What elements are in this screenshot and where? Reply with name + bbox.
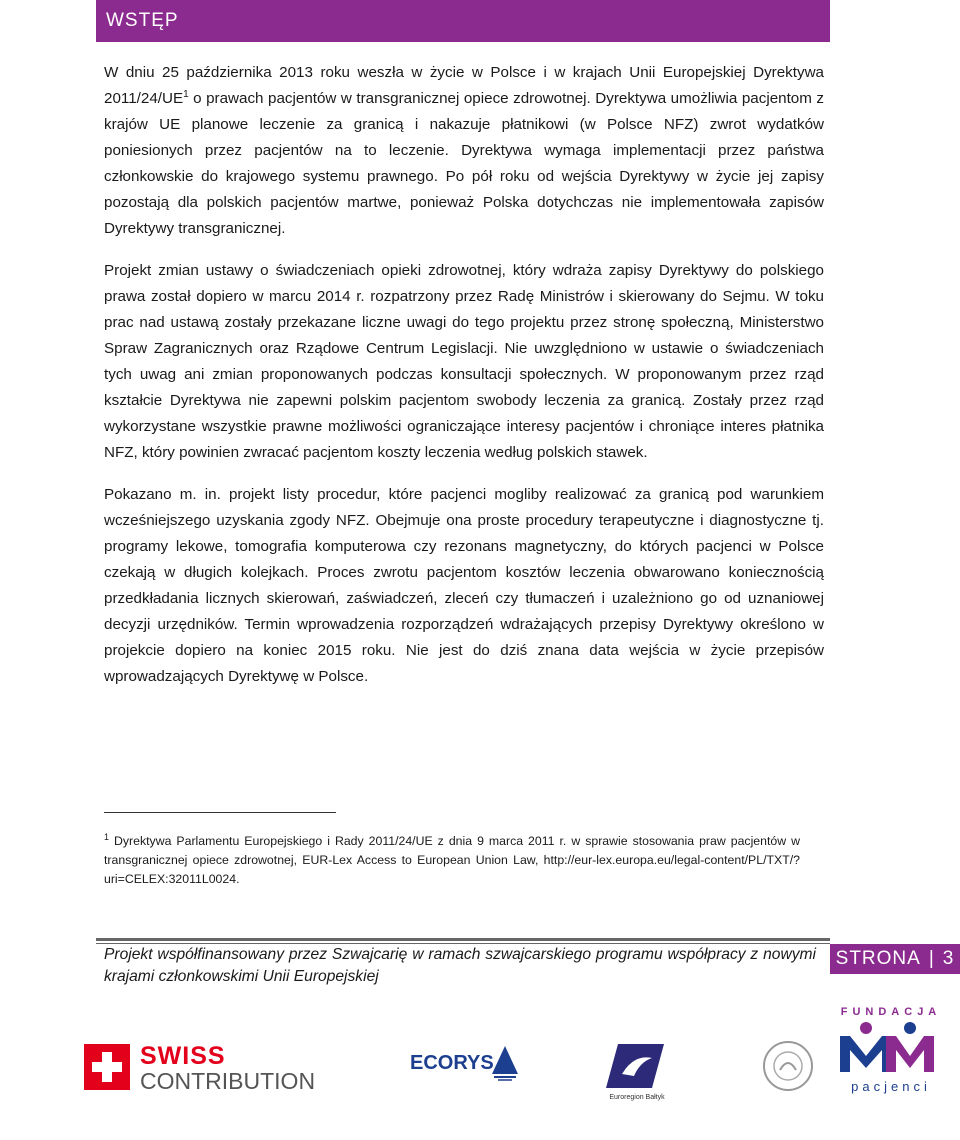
ecorys-wordmark: ECORYS — [410, 1052, 494, 1074]
section-title: WSTĘP — [106, 10, 179, 31]
euroregion-baltyk-logo — [606, 1044, 668, 1101]
footnote-divider — [104, 812, 336, 813]
page-label: STRONA — [835, 948, 921, 969]
footnote — [104, 828, 800, 889]
footnote-reference[interactable]: 1 — [183, 88, 189, 100]
paragraph — [104, 60, 824, 242]
bird-emblem-icon — [606, 1044, 664, 1088]
pacjenci-label: pacjenci — [851, 1079, 931, 1094]
ecorys-logo — [410, 1046, 520, 1090]
paragraph-text: o prawach pacjentów w transgranicznej opiece zdrowotnej. Dyrektywa umożliwia pacjentom z krajów UE planowe leczenie za granicą i nakazuje płatnikowi (w Polsce NFZ) zwrot wydatków poniesionych przez pacjentów na to leczenie. Dyrektywa wymaga implementacji przez państwa członkowskie do krajowego systemu prawnego. Po pół roku od wejścia Dyrektywy w życie jej zapisy pozostają dla polskich pacjentów martwe, ponieważ Polska dotychczas nie implementowała zapisów Dyrektywy transgranicznej. — [104, 90, 824, 237]
footer-funding-note: Projekt współfinansowany przez Szwajcarię w ramach szwajcarskiego programu współpracy z nowymi krajami członkowskimi Unii Europejskiej — [104, 946, 816, 985]
paragraph-text: Projekt zmian ustawy o świadczeniach opieki zdrowotnej, który wdraża zapisy Dyrektywy do polskiego prawa został dopiero w marcu 2014 r. rozpatrzony przez Radę Ministrów i skierowany do Sejmu. W toku prac nad ustawą zostały przekazane liczne uwagi do tego projektu przez stronę społeczną, Ministerstwo Spraw Zagranicznych oraz Rządowe Centrum Legislacji. Nie uwzględniono w ustawie o świadczeniach tych uwag ani zmian proponowanych podczas konsultacji społecznych. W proponowanym przez rząd kształcie Dyrektywa nie zapewni polskim pacjentom swobody leczenia za granicą. Zostały przez rząd wykorzystane wszystkie prawne możliwości ograniczające interesy pacjentów i chroniące interes płatnika NFZ, który powinien zwracać pacjentom koszty leczenia według polskich stawek. — [104, 262, 824, 461]
my-monogram-icon — [836, 1020, 940, 1074]
euroregion-caption: Euroregion Bałtyk — [609, 1094, 665, 1101]
fundacja-label: FUNDACJA — [840, 1006, 942, 1018]
main-text — [104, 60, 824, 706]
paragraph-text: Pokazano m. in. projekt listy procedur, które pacjenci mogliby realizować za granicą pod warunkiem wcześniejszego uzyskania zgody NFZ. Obejmuje ona proste procedury terapeutyczne i diagnostyczne tj. programy lekowe, tomografia komputerowa czy rezonans magnetyczny, do których pacjenci w Polsce czekają w długich kolejkach. Proces zwrotu pacjentom kosztów leczenia obwarowano koniecznością przedkładania licznych skierowań, zaświadczeń, zleceń czy tłumaczeń i uzależniono go od uznaniowej decyzji urzędników. Termin wprowadzenia rozporządzeń wdrażających przepisy Dyrektywy określono w projekcie dopiero na koniec 2015 roku. Nie jest do dziś znana data wejścia w życie przepisów wprowadzających Dyrektywę w Polsce. — [104, 486, 824, 685]
swiss-contribution-logo — [84, 1044, 324, 1094]
ecorys-mountain-icon — [492, 1046, 518, 1082]
footnote-text: Dyrektywa Parlamentu Europejskiego i Rady 2011/24/UE z dnia 9 marca 2011 r. w sprawie stosowania praw pacjentów w transgranicznej opiece zdrowotnej, EUR-Lex Access to European Union Law, http://eur-lex.europa.eu/legal-content/PL/TXT/?uri=CELEX:32011L0024. — [104, 834, 800, 887]
page-indicator: STRONA | 3 — [830, 944, 960, 974]
section-header — [96, 0, 830, 42]
paragraph-text: W dniu 25 października 2013 roku weszła w życie w Polsce i w krajach Unii Europejskiej Dyrektywa 2011/24/UE — [104, 64, 824, 107]
footnote-marker: 1 — [104, 832, 110, 842]
paragraph — [104, 258, 824, 466]
swiss-logo-line2: CONTRIBUTION — [140, 1068, 316, 1094]
swiss-cross-icon — [84, 1044, 130, 1090]
page-number: 3 — [942, 948, 955, 969]
fundacja-my-pacjenci-logo — [836, 1006, 946, 1100]
foundation-seal-icon — [762, 1040, 814, 1092]
paragraph — [104, 482, 824, 690]
swiss-logo-line1: SWISS — [140, 1042, 226, 1070]
